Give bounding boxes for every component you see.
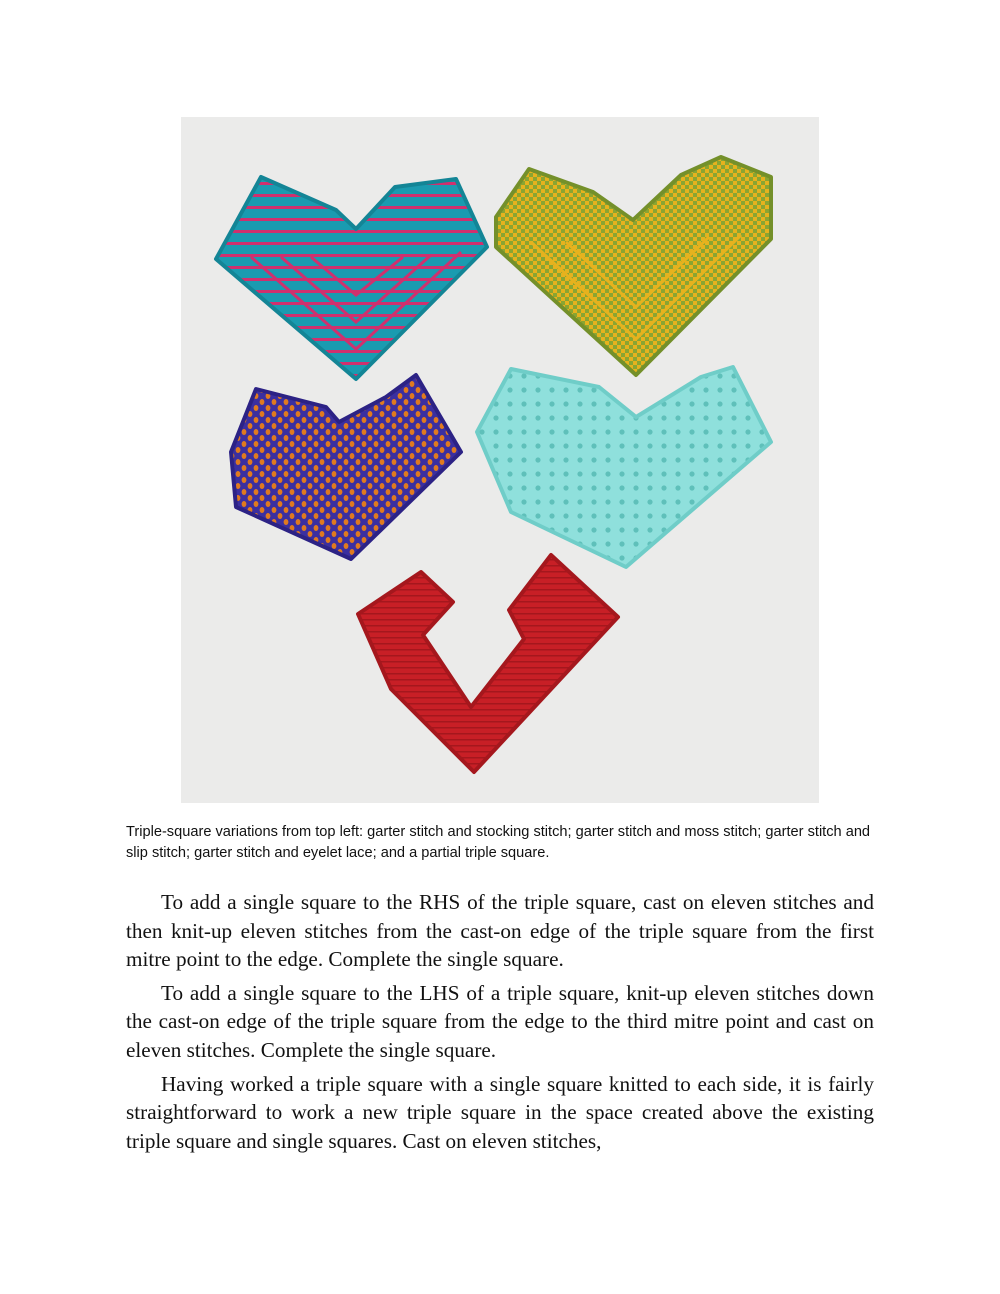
swatches-illustration bbox=[181, 117, 819, 803]
paragraph-new-triple: Having worked a triple square with a single square knitted to each side, it is fairly straightforward to work a new triple square in the space created above the existing triple square and single squares. Cast on eleven stitches, bbox=[126, 1071, 874, 1153]
garter-slip-swatch bbox=[231, 375, 461, 559]
paragraph-lhs: To add a single square to the LHS of a triple square, knit-up eleven stitches down the cast-on edge of the triple square from the edge to the third mitre point and cast on eleven stitches. Complete the single square. bbox=[126, 980, 874, 1062]
garter-stocking-swatch bbox=[216, 177, 487, 379]
knitted-swatches-photo bbox=[181, 117, 819, 803]
body-text bbox=[126, 888, 874, 1160]
paragraph-rhs: To add a single square to the RHS of the triple square, cast on eleven stitches and then knit-up eleven stitches from the cast-on edge of the triple square from the first mitre point to the edge. Complete the single square. bbox=[126, 890, 874, 972]
partial-triple-swatch bbox=[358, 555, 618, 772]
garter-moss-swatch bbox=[496, 157, 771, 375]
figure-caption: Triple-square variations from top left: garter stitch and stocking stitch; garter stitch and moss stitch; garter stitch and slip stitch; garter stitch and eyelet lace; and a partial triple square. bbox=[126, 824, 871, 861]
garter-eyelet-swatch bbox=[477, 367, 771, 567]
